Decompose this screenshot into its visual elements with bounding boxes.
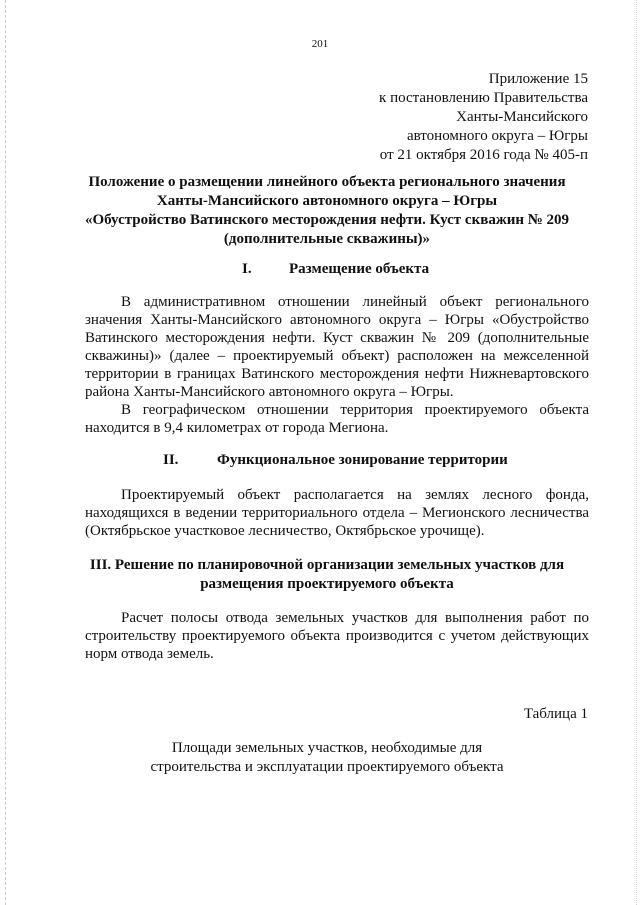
- scan-edge-right: [636, 0, 637, 905]
- page-number: 201: [311, 38, 329, 50]
- text-line: (Октябрьское участковое лесничество, Октябрьское урочище).: [85, 523, 485, 539]
- text-line: В географическом отношении территория проектируемого объекта: [121, 402, 589, 418]
- appendix-line: к постановлению Правительства: [379, 90, 588, 106]
- text-line: значения Ханты-Мансийского автономного округа – Югры «Обустройство: [85, 312, 589, 328]
- section-heading-line: размещения проектируемого объекта: [200, 576, 454, 592]
- text-line: находящихся в ведении территориального отдела – Мегионского лесничества: [85, 505, 589, 521]
- section-2-paragraph-1: [85, 486, 589, 540]
- text-line: территории в границах Ватинского месторождения нефти Нижневартовского: [85, 366, 589, 382]
- text-line: Ватинского месторождения нефти. Куст скважин № 209 (дополнительные: [85, 330, 589, 346]
- scan-edge-left: [5, 0, 6, 905]
- text-line: норм отвода земель.: [85, 646, 214, 662]
- section-1-paragraph-1: [85, 293, 589, 401]
- appendix-line: Ханты-Мансийского: [456, 109, 588, 125]
- section-number: II.: [163, 452, 179, 468]
- section-1-paragraph-2: [85, 401, 589, 437]
- text-line: скважины)» (далее – проектируемый объект) расположен на межселенной: [85, 348, 589, 364]
- section-title: Функциональное зонирование территории: [217, 452, 508, 468]
- table-caption-line: Площади земельных участков, необходимые для: [171, 740, 483, 756]
- text-line: района Ханты-Мансийского автономного округа – Югры.: [85, 384, 454, 400]
- section-number: I.: [242, 261, 252, 277]
- title-line: «Обустройство Ватинского месторождения нефти. Куст скважин № 209: [84, 212, 570, 228]
- title-line: Положение о размещении линейного объекта регионального значения: [88, 174, 566, 190]
- text-line: строительству проектируемого объекта производится с учетом действующих: [85, 628, 589, 644]
- text-line: В административном отношении линейный объект регионального: [121, 294, 589, 310]
- title-line: (дополнительные скважины)»: [223, 231, 431, 247]
- appendix-line: Приложение 15: [488, 71, 588, 87]
- document-title: [60, 173, 594, 249]
- table-caption: [60, 739, 594, 777]
- appendix-line: от 21 октября 2016 года № 405-п: [379, 147, 588, 163]
- section-title: Размещение объекта: [289, 261, 430, 277]
- title-line: Ханты-Мансийского автономного округа – Югры: [156, 193, 498, 209]
- text-line: Проектируемый объект располагается на землях лесного фонда,: [121, 487, 589, 503]
- appendix-line: автономного округа – Югры: [406, 128, 588, 144]
- section-heading-line: III. Решение по планировочной организации земельных участков для: [89, 557, 565, 573]
- section-heading-3: [60, 556, 594, 594]
- text-line: Расчет полосы отвода земельных участков для выполнения работ по: [121, 610, 589, 626]
- text-line: находится в 9,4 километрах от города Мегиона.: [85, 420, 389, 436]
- table-label: Таблица 1: [523, 706, 588, 722]
- section-3-paragraph-1: [85, 609, 589, 663]
- table-caption-line: строительства и эксплуатации проектируемого объекта: [150, 759, 504, 775]
- appendix-block: [379, 70, 588, 165]
